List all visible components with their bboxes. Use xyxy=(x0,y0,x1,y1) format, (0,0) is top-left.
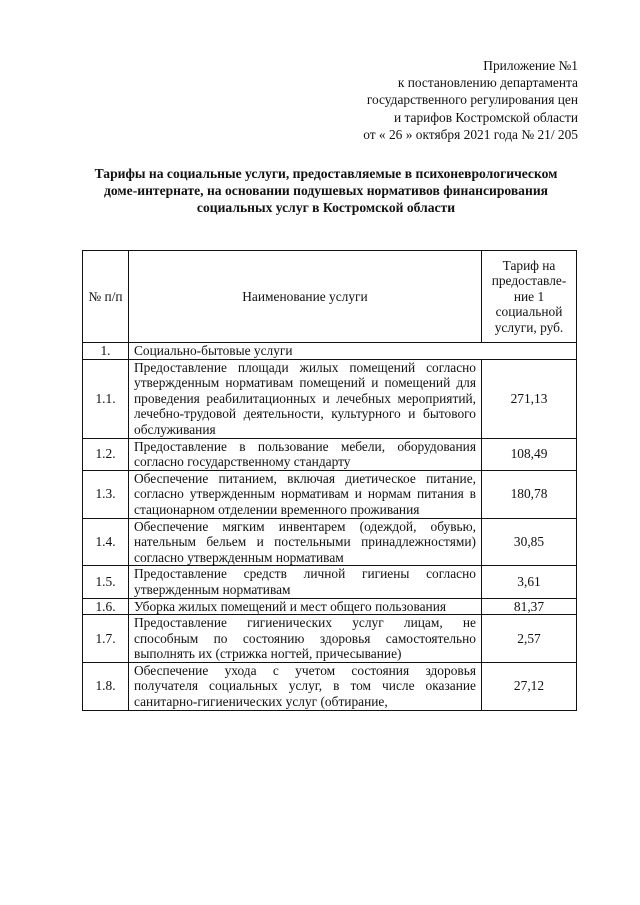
row-service-name: Обеспечение питанием, включая диетическое питание, согласно утвержденным нормативам и нормам питания в стационарном отделении временного проживания xyxy=(129,470,482,518)
row-price: 271,13 xyxy=(482,359,577,438)
appendix-line: Приложение №1 xyxy=(483,58,578,73)
row-price: 3,61 xyxy=(482,566,577,598)
table-row xyxy=(83,518,577,566)
row-price: 2,57 xyxy=(482,615,577,663)
section-name: Социально-бытовые услуги xyxy=(129,343,577,360)
appendix-line: и тарифов Костромской области xyxy=(394,109,578,125)
table-row xyxy=(83,598,577,615)
row-service-name: Обеспечение мягким инвентарем (одеждой, обувью, нательным бельем и постельными принадлежностями) согласно утвержденным нормативам xyxy=(129,518,482,566)
row-price: 108,49 xyxy=(482,438,577,470)
section-num: 1. xyxy=(83,343,129,360)
row-price: 180,78 xyxy=(482,470,577,518)
row-price: 81,37 xyxy=(482,598,577,615)
header-tariff: Тариф на предоставле-ние 1 социальной услуги, руб. xyxy=(482,251,577,343)
row-num: 1.4. xyxy=(83,518,129,566)
appendix-line: от « 26 » октября 2021 года № 21/ 205 xyxy=(363,126,578,142)
table-row xyxy=(83,662,577,710)
row-service-name: Предоставление гигиенических услуг лицам, не способным по состоянию здоровья самостоятельно выполнять их (стрижка ногтей, причесывание) xyxy=(129,615,482,663)
document-title: Тарифы на социальные услуги, предоставляемые в психоневрологическом доме-интернате, на основании подушевых нормативов финансирования социальных услуг в Костромской области xyxy=(94,166,558,216)
row-num: 1.8. xyxy=(83,662,129,710)
appendix-line: к постановлению департамента xyxy=(397,75,578,91)
row-num: 1.2. xyxy=(83,438,129,470)
row-service-name: Уборка жилых помещений и мест общего пользования xyxy=(129,598,482,615)
table-header-row xyxy=(83,251,577,343)
tariffs-table xyxy=(82,250,577,711)
row-price: 27,12 xyxy=(482,662,577,710)
row-num: 1.1. xyxy=(83,359,129,438)
appendix-header xyxy=(363,57,578,143)
row-service-name: Предоставление средств личной гигиены согласно утвержденным нормативам xyxy=(129,566,482,598)
table-row xyxy=(83,615,577,663)
section-row xyxy=(83,343,577,360)
row-num: 1.7. xyxy=(83,615,129,663)
table-row xyxy=(83,359,577,438)
appendix-line: государственного регулирования цен xyxy=(366,92,578,108)
row-price: 30,85 xyxy=(482,518,577,566)
table-row xyxy=(83,470,577,518)
table-row xyxy=(83,566,577,598)
row-service-name: Предоставление площади жилых помещений согласно утвержденным нормативам помещений и помещений для проведения реабилитационных и лечебных мероприятий, лечебно-трудовой деятельности, культурного и бытового обслуживания xyxy=(129,359,482,438)
header-num: № п/п xyxy=(83,251,129,343)
row-num: 1.6. xyxy=(83,598,129,615)
row-service-name: Обеспечение ухода с учетом состояния здоровья получателя социальных услуг, в том числе оказание санитарно-гигиенических услуг (обтирание, xyxy=(129,662,482,710)
row-num: 1.5. xyxy=(83,566,129,598)
row-num: 1.3. xyxy=(83,470,129,518)
table-row xyxy=(83,438,577,470)
row-service-name: Предоставление в пользование мебели, оборудования согласно государственному стандарту xyxy=(129,438,482,470)
header-service-name: Наименование услуги xyxy=(129,251,482,343)
